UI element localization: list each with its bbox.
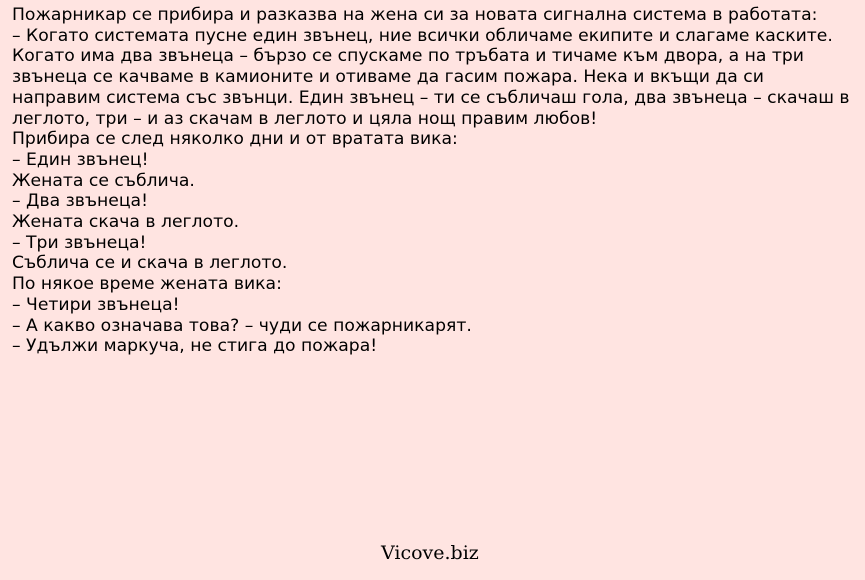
joke-line: – Два звънеца! [12,191,148,212]
joke-line: Прибира се след няколко дни и от вратата вика: [12,129,458,150]
joke-text [12,5,857,357]
joke-line: – Когато системата пусне един звънец, ние всички обличаме екипите и слагаме каските. Когато има два звънеца – бързо се спускаме по тръбата и тичаме към двора, а на три звънеца се качваме в камионите и отиваме да гасим пожара. Нека и вкъщи да си направим система със звънци. Един звънец – ти се събличаш гола, два звънеца – скачаш в леглото, три – и аз скачам в леглото и цяла нощ правим любов! [12,25,855,129]
joke-line: – Четири звънеца! [12,294,180,315]
joke-line: По някое време жената вика: [12,274,282,295]
joke-line: – Удължи маркуча, не стига до пожара! [12,336,378,357]
joke-line: Съблича се и скача в леглото. [12,253,288,274]
joke-line: Жената се съблича. [12,170,195,191]
site-watermark: Vicove.biz [381,542,479,564]
joke-line: Пожарникар се прибира и разказва на жена си за новата сигнална система в работата: [12,5,818,25]
joke-line: – Един звънец! [12,149,149,170]
joke-line: Жената скача в леглото. [12,212,240,233]
joke-line: – Три звънеца! [12,232,147,253]
joke-line: – А какво означава това? – чуди се пожарникарят. [12,315,472,336]
